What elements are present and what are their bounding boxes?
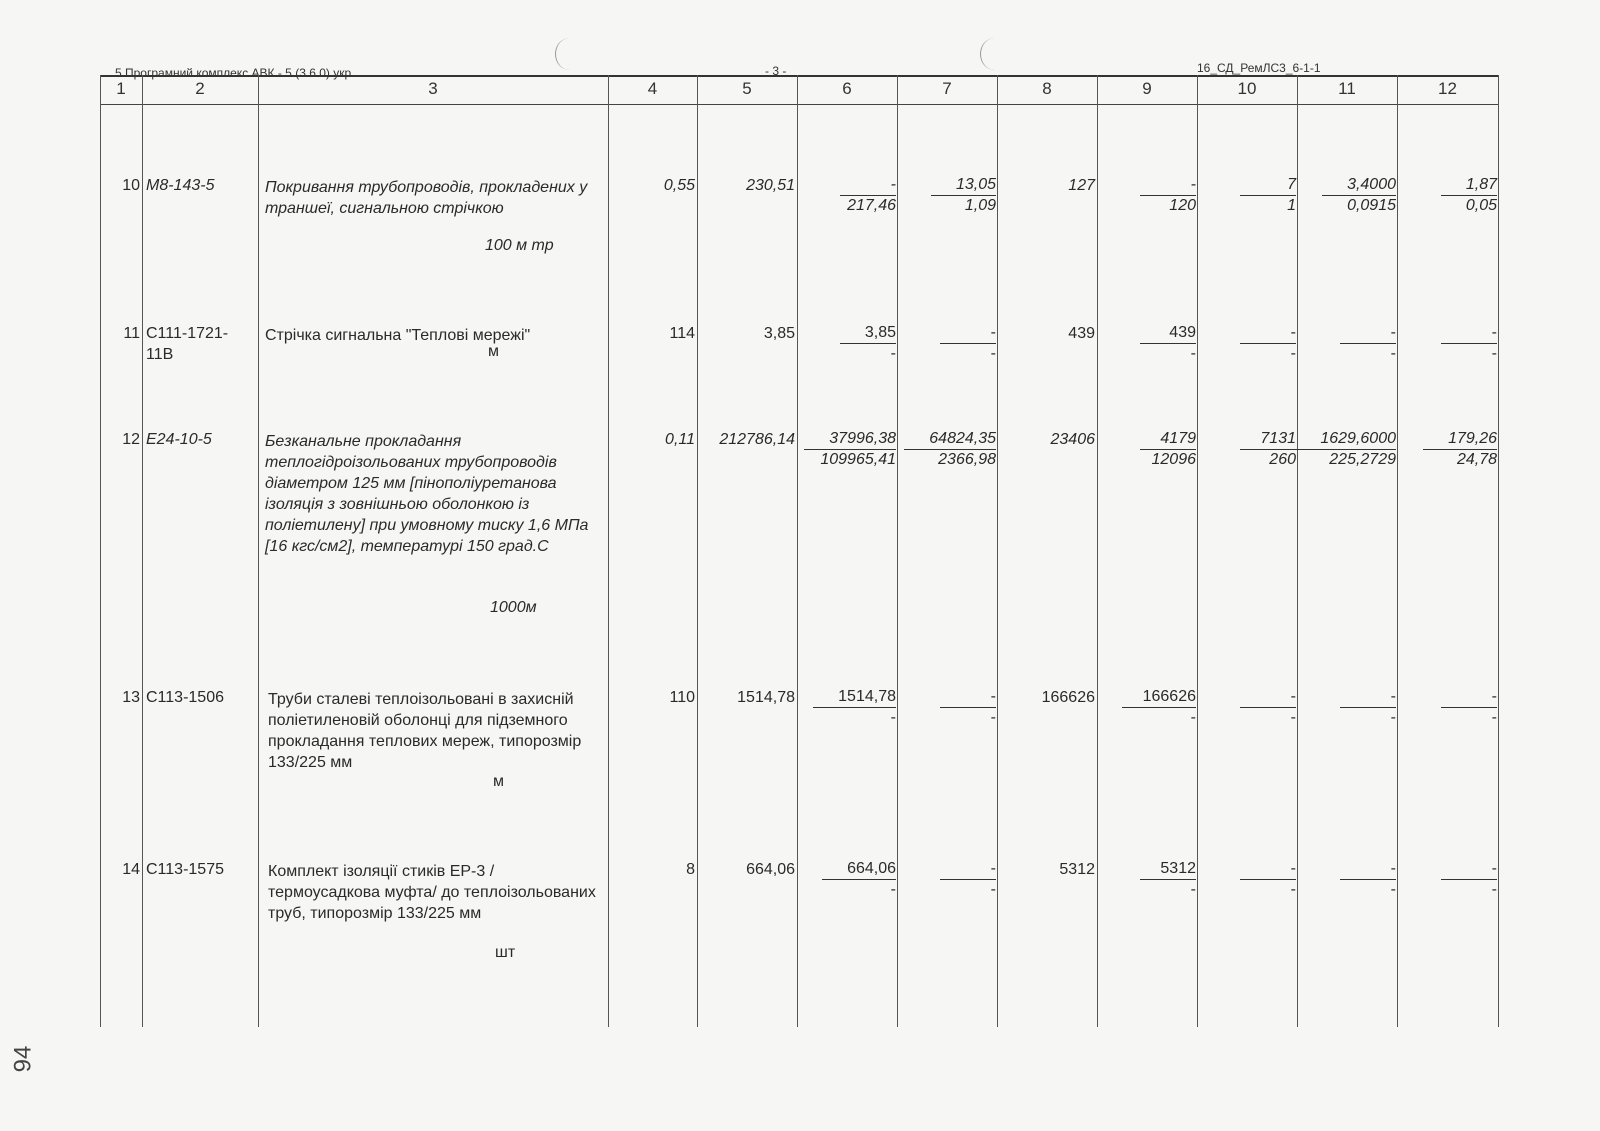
cost-machine-operation-top: - xyxy=(940,859,996,880)
labor-per-unit-fraction xyxy=(1295,429,1396,469)
header-row-divider xyxy=(100,104,1498,105)
document-code: 16_СД_РемЛС3_6-1-1 xyxy=(1197,61,1321,75)
punch-hole-mark xyxy=(555,38,584,70)
cost-machine-operation-bottom: - xyxy=(990,709,996,726)
quantity: 0,55 xyxy=(663,177,695,194)
labor-per-unit-fraction xyxy=(1340,859,1396,899)
total-wages-machines-fraction xyxy=(1140,429,1196,469)
total-wages-machines-bottom: - xyxy=(1190,709,1196,726)
cost-machine-operation-fraction xyxy=(940,323,996,363)
column-number: 5 xyxy=(742,79,752,98)
cost-machine-operation-bottom: - xyxy=(990,881,996,898)
labor-total-bottom: - xyxy=(1491,709,1497,726)
cost-wages-machines-fraction xyxy=(822,859,896,899)
labor-total-top: - xyxy=(1441,859,1497,880)
labor-per-unit-bottom: - xyxy=(1390,709,1396,726)
labor-per-unit-fraction xyxy=(1340,323,1396,363)
column-divider xyxy=(1297,75,1298,1027)
total-machine-operation-top: - xyxy=(1240,687,1296,708)
cost-machine-operation-fraction xyxy=(931,175,996,215)
row-number: 12 xyxy=(122,431,140,448)
column-divider xyxy=(142,75,143,1027)
labor-total-top: 1,87 xyxy=(1441,175,1497,196)
row-number: 13 xyxy=(122,689,140,706)
total-machine-operation-bottom: 1 xyxy=(1287,197,1296,214)
cost-machine-operation-fraction xyxy=(940,859,996,899)
column-divider xyxy=(608,75,609,1027)
column-divider xyxy=(1397,75,1398,1027)
labor-total-bottom: 0,05 xyxy=(1465,197,1497,214)
column-number: 1 xyxy=(116,79,126,98)
labor-per-unit-bottom: 0,0915 xyxy=(1347,197,1396,214)
cost-machine-operation-fraction xyxy=(940,687,996,727)
column-number: 4 xyxy=(647,79,658,98)
labor-total-top: - xyxy=(1441,687,1497,708)
quantity: 110 xyxy=(669,689,695,706)
total-wages-machines-top: - xyxy=(1140,175,1196,196)
column-divider xyxy=(1197,75,1198,1027)
cost-wages-machines-top: 664,06 xyxy=(822,859,896,880)
punch-hole-mark xyxy=(980,38,1009,70)
unit-price: 230,51 xyxy=(746,177,795,194)
total-wages-machines-bottom: 12096 xyxy=(1151,451,1196,468)
total-cost: 166626 xyxy=(1041,689,1095,706)
cost-machine-operation-top: 13,05 xyxy=(931,175,996,196)
labor-total-fraction xyxy=(1441,175,1497,215)
cost-wages-machines-bottom: - xyxy=(890,709,896,726)
total-machine-operation-fraction xyxy=(1240,859,1296,899)
total-wages-machines-bottom: - xyxy=(1190,345,1196,362)
cost-wages-machines-top: 1514,78 xyxy=(813,687,896,708)
column-divider xyxy=(100,75,101,1027)
total-wages-machines-bottom: 120 xyxy=(1169,197,1196,214)
cost-wages-machines-top: - xyxy=(840,175,896,196)
work-description: Покривання трубопроводів, прокладених у траншеї, сигнальною стрічкою xyxy=(265,179,588,217)
quantity: 114 xyxy=(669,325,695,342)
column-number: 10 xyxy=(1237,79,1257,98)
total-machine-operation-bottom: - xyxy=(1290,881,1296,898)
cost-wages-machines-bottom: 217,46 xyxy=(847,197,896,214)
cost-machine-operation-top: - xyxy=(940,687,996,708)
cost-wages-machines-top: 3,85 xyxy=(840,323,896,344)
margin-handwritten-number: 94 xyxy=(9,1045,37,1073)
work-description: Комплект ізоляції стиків ЕР-3 /термоусадкова муфта/ до теплоізольованих труб, типорозмір 133/225 мм xyxy=(268,863,596,922)
total-wages-machines-top: 5312 xyxy=(1140,859,1196,880)
labor-per-unit-bottom: - xyxy=(1390,881,1396,898)
labor-per-unit-bottom: - xyxy=(1390,345,1396,362)
labor-total-bottom: - xyxy=(1491,345,1497,362)
labor-total-top: 179,26 xyxy=(1423,429,1497,450)
labor-total-fraction xyxy=(1441,323,1497,363)
column-divider xyxy=(1097,75,1098,1027)
total-cost: 5312 xyxy=(1059,861,1095,878)
column-divider xyxy=(258,75,259,1027)
total-machine-operation-fraction xyxy=(1240,429,1296,469)
unit-of-measure: 100 м тр xyxy=(485,237,554,254)
total-wages-machines-fraction xyxy=(1140,323,1196,363)
column-number: 11 xyxy=(1338,79,1356,98)
cost-wages-machines-fraction xyxy=(804,429,896,469)
cost-wages-machines-bottom: - xyxy=(890,881,896,898)
labor-total-fraction xyxy=(1423,429,1497,469)
total-wages-machines-bottom: - xyxy=(1190,881,1196,898)
column-number: 3 xyxy=(428,79,438,98)
column-number: 12 xyxy=(1438,79,1457,98)
unit-of-measure: 1000м xyxy=(490,599,537,616)
labor-total-fraction xyxy=(1441,687,1497,727)
quantity: 8 xyxy=(686,861,695,878)
total-cost: 127 xyxy=(1068,177,1095,194)
column-number: 9 xyxy=(1142,79,1152,98)
total-wages-machines-fraction xyxy=(1140,175,1196,215)
total-wages-machines-top: 166626 xyxy=(1122,687,1196,708)
resource-code: Е24-10-5 xyxy=(146,431,212,448)
total-machine-operation-top: 7131 xyxy=(1240,429,1296,450)
program-name: 5 Програмний комплекс АВК - 5 (3.6.0) укр. xyxy=(115,66,355,80)
quantity: 0,11 xyxy=(665,431,695,448)
cost-wages-machines-fraction xyxy=(840,323,896,363)
total-machine-operation-fraction xyxy=(1240,175,1296,215)
total-machine-operation-bottom: 260 xyxy=(1269,451,1296,468)
resource-code: С113-1506 xyxy=(146,689,224,706)
labor-per-unit-top: 1629,6000 xyxy=(1295,429,1396,450)
total-cost: 23406 xyxy=(1050,431,1095,448)
table-top-border xyxy=(100,75,1498,77)
total-wages-machines-fraction xyxy=(1140,859,1196,899)
unit-price: 664,06 xyxy=(746,861,795,878)
labor-total-fraction xyxy=(1441,859,1497,899)
cost-machine-operation-fraction xyxy=(904,429,996,469)
total-machine-operation-fraction xyxy=(1240,687,1296,727)
total-machine-operation-top: 7 xyxy=(1240,175,1296,196)
cost-wages-machines-top: 37996,38 xyxy=(804,429,896,450)
labor-per-unit-fraction xyxy=(1340,687,1396,727)
labor-per-unit-top: 3,4000 xyxy=(1322,175,1396,196)
total-wages-machines-fraction xyxy=(1122,687,1196,727)
cost-machine-operation-bottom: - xyxy=(990,345,996,362)
work-description: Безканальне прокладання теплогідроізольованих трубопроводів діаметром 125 мм [пінополіуретанова ізоляція з зовнішньою оболонкою із поліетилену] при умовному тиску 1,6 МПа [16 кгс/см2], температурі 150 град.С xyxy=(265,433,589,555)
column-divider xyxy=(897,75,898,1027)
labor-per-unit-fraction xyxy=(1322,175,1396,215)
total-machine-operation-top: - xyxy=(1240,323,1296,344)
resource-code: М8-143-5 xyxy=(146,177,215,194)
column-number: 8 xyxy=(1042,79,1052,98)
cost-machine-operation-top: - xyxy=(940,323,996,344)
total-machine-operation-bottom: - xyxy=(1290,345,1296,362)
labor-total-bottom: - xyxy=(1491,881,1497,898)
total-wages-machines-top: 439 xyxy=(1140,323,1196,344)
work-description: Труби сталеві теплоізольовані в захисній поліетиленовій оболонці для підземного прокладання теплових мереж, типорозмір 133/225 мм xyxy=(268,691,582,771)
column-number: 6 xyxy=(842,79,852,98)
labor-per-unit-top: - xyxy=(1340,687,1396,708)
resource-code: С111-1721-11В xyxy=(146,325,229,363)
column-number: 7 xyxy=(942,79,952,98)
unit-of-measure: шт xyxy=(495,944,516,961)
labor-total-top: - xyxy=(1441,323,1497,344)
cost-wages-machines-fraction xyxy=(840,175,896,215)
unit-price: 3,85 xyxy=(763,325,795,342)
column-divider xyxy=(1498,75,1499,1027)
unit-of-measure: м xyxy=(488,343,499,360)
total-machine-operation-fraction xyxy=(1240,323,1296,363)
work-description: Стрічка сигнальна "Теплові мережі" xyxy=(265,327,531,344)
labor-total-bottom: 24,78 xyxy=(1456,451,1497,468)
cost-machine-operation-bottom: 2366,98 xyxy=(938,451,996,468)
total-cost: 439 xyxy=(1068,325,1095,342)
estimate-table xyxy=(100,75,1498,1027)
unit-price: 1514,78 xyxy=(737,689,795,706)
total-machine-operation-bottom: - xyxy=(1290,709,1296,726)
total-machine-operation-top: - xyxy=(1240,859,1296,880)
row-number: 11 xyxy=(123,325,140,342)
column-divider xyxy=(697,75,698,1027)
labor-per-unit-top: - xyxy=(1340,859,1396,880)
labor-per-unit-bottom: 225,2729 xyxy=(1329,451,1396,468)
cost-wages-machines-bottom: - xyxy=(890,345,896,362)
column-number: 2 xyxy=(195,79,205,98)
column-divider xyxy=(997,75,998,1027)
cost-machine-operation-top: 64824,35 xyxy=(904,429,996,450)
cost-machine-operation-bottom: 1,09 xyxy=(964,197,996,214)
unit-price: 212786,14 xyxy=(719,431,795,448)
column-divider xyxy=(797,75,798,1027)
labor-per-unit-top: - xyxy=(1340,323,1396,344)
resource-code: С113-1575 xyxy=(146,861,224,878)
unit-of-measure: м xyxy=(493,773,504,790)
row-number: 14 xyxy=(122,861,140,878)
page-number: - 3 - xyxy=(765,64,787,78)
row-number: 10 xyxy=(122,177,140,194)
cost-wages-machines-bottom: 109965,41 xyxy=(820,451,896,468)
cost-wages-machines-fraction xyxy=(813,687,896,727)
total-wages-machines-top: 4179 xyxy=(1140,429,1196,450)
